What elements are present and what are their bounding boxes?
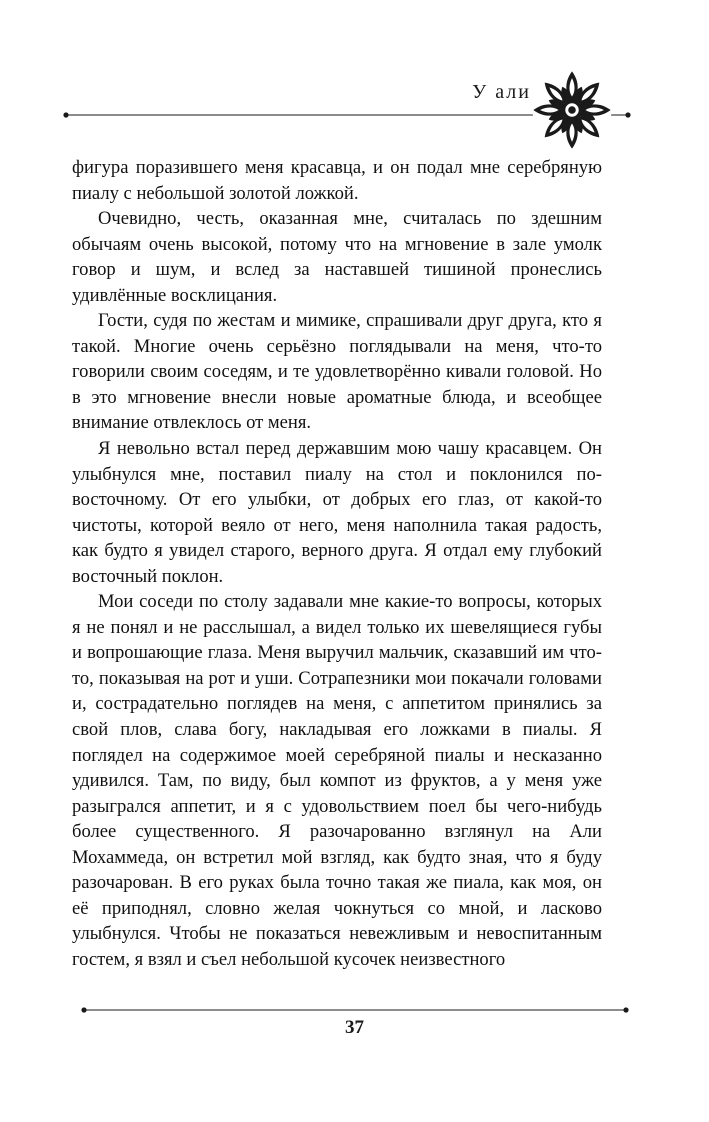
paragraph: Мои соседи по столу задавали мне какие-то вопросы, которых я не понял и не расслышал, а видел только их шевелящиеся губы и вопрошающие глаза. Меня выручил мальчик, сказавший им что-то, показывая на рот и уши. Сотрапезники мои покачали головами и, сострадательно поглядев на меня, с аппетитом принялись за свой плов, слава богу, накладывая его ложками в пиалы. Я поглядел на содержимое моей серебряной пиалы и несказанно удивился. Там, по виду, был компот из фруктов, а у меня уже разыгрался аппетит, и я с удовольствием поел бы чего-нибудь более существенного. Я разочарованно взглянул на Али Мохаммеда, он встретил мой взгляд, как будто зная, что я буду разочарован. В его руках была точно такая же пиала, как моя, он её приподнял, словно желая чокнуться со мной, и ласково улыбнулся. Чтобы не показаться невежливым и невоспитанным гостем, я взял и съел небольшой кусочек неизвестного [72,591,602,970]
paragraph-continuation: фигура поразившего меня красавца, и он подал мне серебряную пиалу с небольшой золотой ложкой. [72,157,602,204]
paragraph: Очевидно, честь, оказанная мне, считалась по здешним обычаям очень высокой, потому что на мгновение в зале умолк говор и шум, и вслед за наставшей тишиной пронеслись удивлённые восклицания. [72,208,602,306]
mandala-ornament-icon [530,68,614,152]
body-text [72,155,602,973]
page-header [0,0,709,160]
running-title: У али [472,81,531,103]
page-number: 37 [345,1017,364,1038]
footer-rule [80,1006,630,1014]
paragraph: Я невольно встал перед державшим мою чашу красавцем. Он улыбнулся мне, поставил пиалу на стол и поклонился по-восточному. От его улыбки, от добрых его глаз, от какой-то чистоты, которой веяло от него, меня наполнила такая радость, как будто я увидел старого, верного друга. Я отдал ему глубокий восточный поклон. [72,438,602,587]
paragraph: Гости, судя по жестам и мимике, спрашивали друг друга, кто я такой. Многие очень серьёзно поглядывали на меня, что-то говорили своим соседям, и те удовлетворённо кивали головой. Но в это мгновение внесли новые ароматные блюда, и всеобщее внимание отвлеклось от меня. [72,310,602,434]
